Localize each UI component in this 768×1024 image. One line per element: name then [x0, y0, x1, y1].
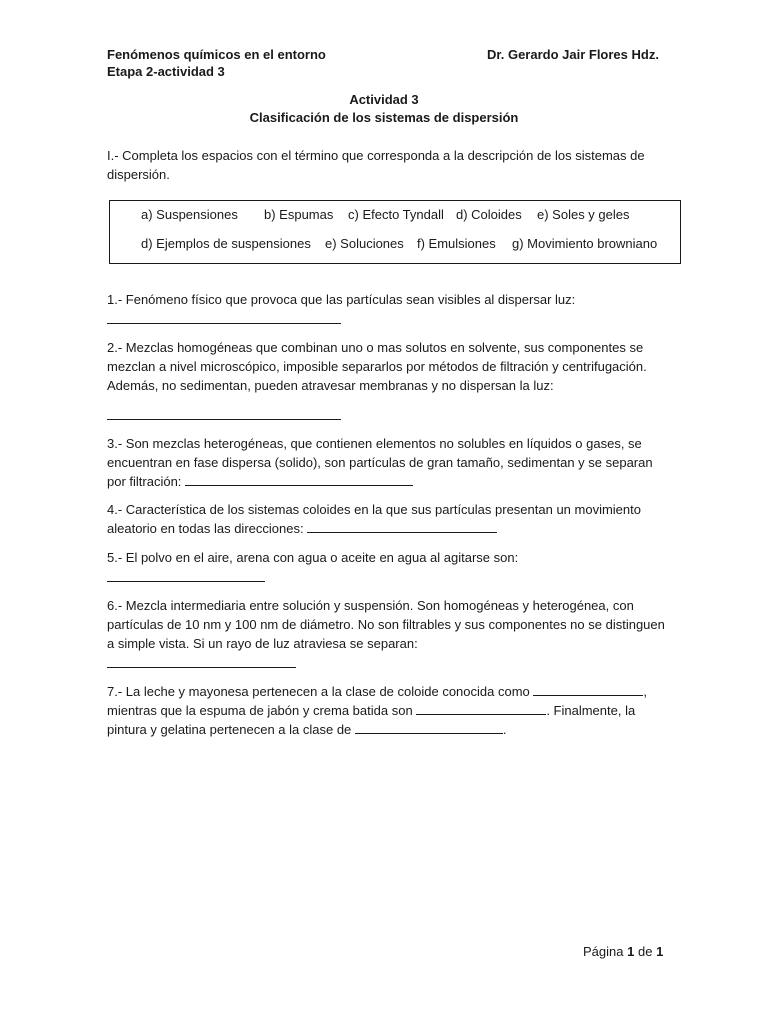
- total-pages: 1: [656, 944, 664, 959]
- question-4: [107, 500, 667, 538]
- term-item: d) Coloides: [456, 207, 522, 222]
- header-left: [107, 46, 326, 80]
- current-page: 1: [627, 944, 635, 959]
- answer-blank-1[interactable]: [107, 322, 341, 324]
- question-7-end: .: [502, 722, 507, 737]
- term-item: g) Movimiento browniano: [512, 236, 658, 251]
- term-item: b) Espumas: [264, 207, 334, 222]
- answer-blank-7c[interactable]: [355, 721, 503, 734]
- question-1: 1.- Fenómeno físico que provoca que las partículas sean visibles al dispersar luz:: [107, 292, 576, 307]
- question-6: 6.- Mezcla intermediaria entre solución y suspensión. Son homogéneas y heterogénea, con partículas de 10 nm y 100 nm de diámetro. No son filtrables y sus componentes no se distinguen a simple vista. Si un rayo de luz atraviesa se separan:: [107, 598, 665, 651]
- term-item: a) Suspensiones: [141, 207, 238, 222]
- answer-blank-4[interactable]: [307, 520, 497, 533]
- question-7-text-a: 7.- La leche y mayonesa pertenecen a la clase de coloide conocida como: [107, 684, 530, 699]
- page-number: [583, 944, 663, 959]
- term-item: f) Emulsiones: [417, 236, 496, 251]
- answer-blank-2[interactable]: [107, 418, 341, 420]
- question-7-text-c: . Finalmente, la pintura y gelatina pertenecen a la clase de: [107, 703, 636, 737]
- answer-blank-7b[interactable]: [416, 702, 546, 715]
- instructions: I.- Completa los espacios con el término que corresponda a la descripción de los sistemas de dispersión.: [107, 148, 645, 182]
- of-word: de: [637, 944, 653, 959]
- answer-blank-6[interactable]: [107, 666, 296, 668]
- activity-subtitle: Clasificación de los sistemas de dispersión: [249, 110, 519, 125]
- page-word: Página: [583, 944, 624, 959]
- teacher-name: Dr. Gerardo Jair Flores Hdz.: [487, 47, 659, 62]
- question-4-text: 4.- Característica de los sistemas coloides en la que sus partículas presentan un movimiento aleatorio en todas las direcciones:: [107, 502, 641, 536]
- term-item: e) Soles y geles: [537, 207, 630, 222]
- course-name: Fenómenos químicos en el entorno: [107, 47, 326, 62]
- question-3-text: 3.- Son mezclas heterogéneas, que contienen elementos no solubles en líquidos o gases, se encuentran en fase dispersa (solido), son partículas de gran tamaño, sedimentan y se separan por filtración:: [107, 436, 653, 489]
- answer-blank-3[interactable]: [185, 473, 413, 486]
- activity-title: Actividad 3: [349, 92, 419, 107]
- question-7: [107, 682, 667, 739]
- answer-blank-7a[interactable]: [533, 683, 643, 696]
- term-bank: [109, 200, 681, 264]
- question-3: [107, 434, 667, 491]
- term-item: c) Efecto Tyndall: [348, 207, 444, 222]
- term-item: e) Soluciones: [325, 236, 404, 251]
- answer-blank-5[interactable]: [107, 580, 265, 582]
- question-5: 5.- El polvo en el aire, arena con agua o aceite en agua al agitarse son:: [107, 550, 519, 565]
- term-item: d) Ejemplos de suspensiones: [141, 236, 311, 251]
- stage-label: Etapa 2-actividad 3: [107, 64, 225, 79]
- question-7-text-b: , mientras que la espuma de jabón y crema batida son: [107, 684, 648, 718]
- question-2: 2.- Mezclas homogéneas que combinan uno o mas solutos en solvente, sus componentes se mezclan a nivel microscópico, imposible separarlos por métodos de filtración y centrifugación. Además, no sedimentan, pueden atravesar membranas y no dispersan la luz:: [107, 340, 647, 393]
